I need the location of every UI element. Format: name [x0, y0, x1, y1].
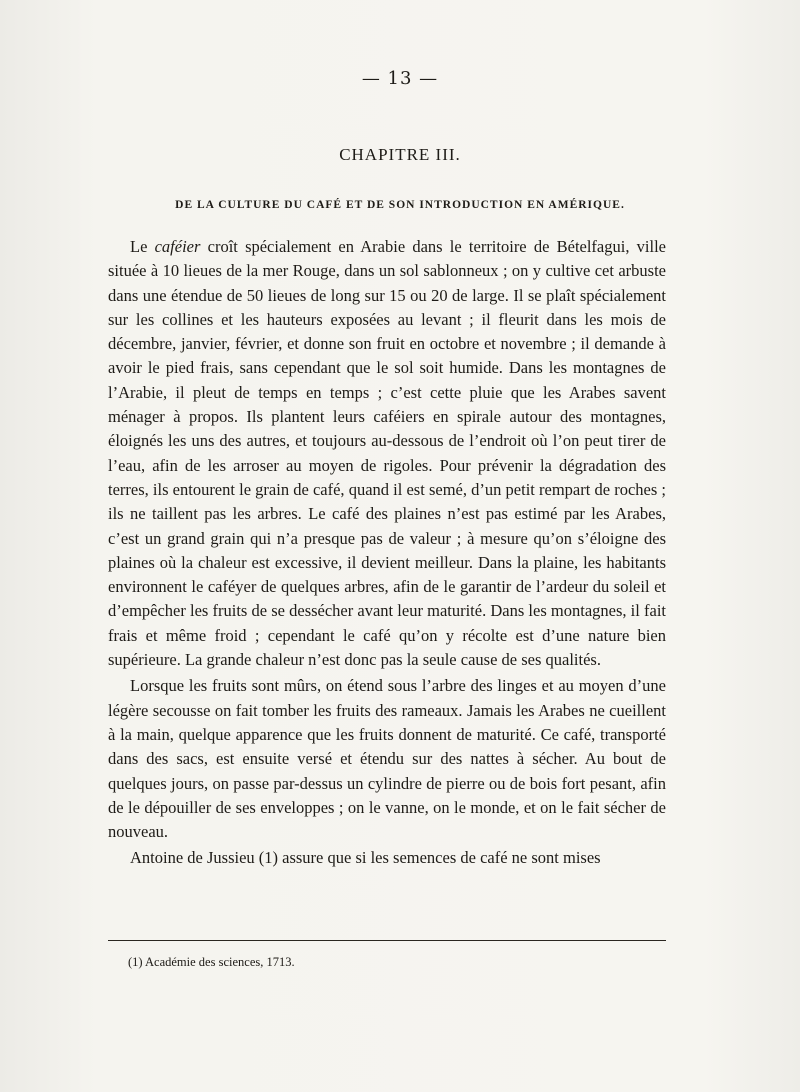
footnote-rule: [108, 940, 666, 941]
italic-term-cafeier: caféier: [154, 237, 201, 256]
chapter-subtitle: DE LA CULTURE DU CAFÉ ET DE SON INTRODUCTION EN AMÉRIQUE.: [175, 199, 625, 211]
footnote: (1) Académie des sciences, 1713.: [128, 955, 295, 969]
chapter-title: CHAPITRE III.: [339, 145, 461, 164]
page-number: — 13 —: [361, 68, 439, 89]
body-text: [108, 235, 666, 871]
paragraph-1-rest: croît spécialement en Arabie dans le territoire de Bételfagui, ville située à 10 lieues de la mer Rouge, dans un sol sablonneux ; on y cultive cet arbuste dans une étendue de 50 lieues de long sur 15 ou 20 de large. Il se plaît spécialement sur les collines et les hauteurs exposées au levant ; il fleurit dans les mois de décembre, janvier, février, et donne son fruit en octobre et novembre ; il demande à avoir le pied frais, sans cependant que le sol soit humide. Dans les montagnes de l’Arabie, il pleut de temps en temps ; c’est cette pluie que les Arabes savent ménager à propos. Ils plantent leurs caféiers en spirale autour des montagnes, éloignés les uns des autres, et toujours au-dessous de l’endroit où l’on peut tirer de l’eau, afin de les arroser au moyen de rigoles. Pour prévenir la dégradation des terres, ils entourent le grain de café, quand il est semé, d’un petit rempart de roches ; ils ne taillent pas les arbres. Le café des plaines n’est pas estimé par les Arabes, c’est un grand grain qui n’a presque pas de valeur ; à mesure qu’on s’éloigne des plaines où la chaleur est excessive, il devient meilleur. Dans la plaine, les habitants environnent le caféyer de quelques arbres, afin de le garantir de l’ardeur du soleil et d’empêcher les fruits de se dessécher avant leur maturité. Dans les montagnes, il fait frais et même froid ; cependant le café qu’on y récolte est d’une nature bien supérieure. La grande chaleur n’est donc pas la seule cause de ses qualités.: [108, 237, 666, 670]
paragraph-2: Lorsque les fruits sont mûrs, on étend sous l’arbre des linges et au moyen d’une légère secousse on fait tomber les fruits des rameaux. Jamais les Arabes ne cueillent à la main, quelque apparence que les fruits donnent de maturité. Ce café, transporté dans des sacs, est ensuite versé et étendu sur des nattes à sécher. Au bout de quelques jours, on passe par-dessus un cylindre de pierre ou de bois fort pesant, afin de le dépouiller de ses enveloppes ; on le vanne, on le monde, et on le fait sécher de nouveau.: [108, 676, 666, 842]
paragraph-3: Antoine de Jussieu (1) assure que si les semences de café ne sont mises: [130, 848, 601, 868]
paragraph-1: [108, 235, 666, 672]
paragraph-1-lead: Le: [130, 237, 155, 256]
